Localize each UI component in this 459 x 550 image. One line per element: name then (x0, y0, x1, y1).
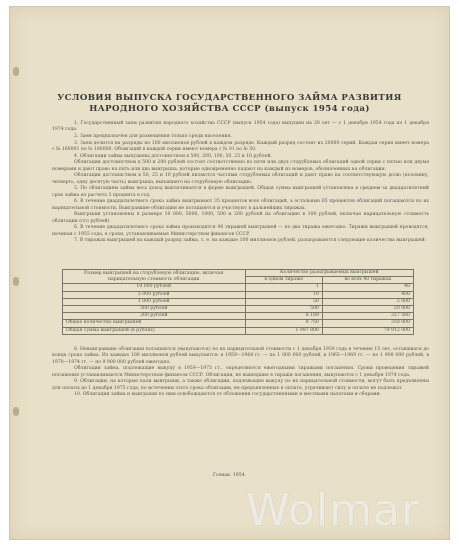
count-all-draws: 327 560 (322, 313, 413, 320)
clause: 9. Облигации, на которые пали выигрыши, а также облигации, подлежащие выкупу по их нарицательной стоимости, могут быть предъявлены для оплаты до 1 декабря 1975 года; по истечении этого срока облигации, не предъявленные к оплате, утрачивают силу и оплате не подлежат. (52, 379, 429, 391)
count-one-draw: 1 (245, 284, 322, 291)
prizes-table (62, 269, 414, 335)
clause: Облигации достоинством в 500 и 200 рублей состоят соответственно из пяти или двух сторублевых облигаций одной серии с пятью или двумя номерами и дают право на пять или два выигрыша, которые одновременно падают на каждый из номеров, обозначенных на облигации. (52, 160, 429, 172)
clause: 1. Государственный заем развития народного хозяйства СССР (выпуск 1954 года) выпущен на 20 лет — с 1 декабря 1954 года по 1 декабря 1974 года. (52, 121, 429, 133)
count-all-draws: 40 (322, 284, 413, 291)
watermark-text: Wolmar (246, 485, 420, 536)
pin-hole (13, 407, 19, 416)
count-one-draw: 10 (245, 291, 322, 298)
title-line-2: НАРОДНОГО ХОЗЯЙСТВА СССР (выпуск 1954 года) (89, 104, 370, 114)
prize-amount: 5 000 рублей (63, 291, 246, 298)
prize-amount: 1 000 рублей (63, 298, 246, 305)
table-row (63, 306, 414, 313)
clause: 6. В течение двадцатилетнего срока займа производится 40 тиражей выигрышей — по два тиража ежегодно. Тиражи выигрышей проводятся, начиная с 1955 года, в сроки, устанавливаемые Министерством финансов СССР. (52, 225, 429, 237)
count-one-draw: 50 (245, 298, 322, 305)
pin-hole (13, 67, 19, 76)
total-sum-all: 79 912 000 (322, 327, 413, 334)
count-all-draws: 2 000 (322, 298, 413, 305)
count-one-draw: 500 (245, 306, 322, 313)
prize-amount: 10 000 рублей (63, 284, 246, 291)
title-line-1: УСЛОВИЯ ВЫПУСКА ГОСУДАРСТВЕННОГО ЗАЙМА РАЗВИТИЯ (57, 93, 402, 103)
clause: Облигации займа, подлежащие выкупу в 1959—1973 гг., определяются ежегодными тиражами погашения. Сроки проведения тиражей погашения устанавливаются Министерством финансов СССР. Облигации, не вышедшие в тиражи погашения, выкупаются с 1 декабря 1974 года. (52, 366, 429, 378)
conditions-text (52, 121, 429, 245)
clause: 8. Невыигравшие облигации погашаются (выкупаются) по их нарицательной стоимости с 1 декабря 1959 года в течение 15 лет, оставшихся до конца срока займа. Из каждых 100 миллионов рублей выкупается: в 1959—1964 гг. — по 1 000 000 рублей, в 1965—1969 гг. — по 1 900 000 рублей, в 1970—1974 гг. — по 9 900 000 рублей ежегодно. (52, 347, 429, 365)
redemption-text (52, 347, 429, 399)
clause: 6. В течение двадцатилетнего срока займа выигрывают 35 процентов всех облигаций, а остальные 65 процентов облигаций погашаются по их нарицательной стоимости. Выигравшие облигации не погашаются и участвуют в дальнейших тиражах. (52, 199, 429, 211)
clause: Облигации достоинством в 50, 25 и 10 рублей являются частями сторублевых облигаций и дают право на соответствующую долю (половину, четверть, одну десятую часть) выигрыша, выпавшего на сторублевую облигацию. (52, 173, 429, 185)
prizes-table-wrap (62, 269, 414, 335)
clause: 4. Облигации займа выпущены достоинством в 500, 200, 100, 50, 25 и 10 рублей. (74, 153, 272, 159)
table-row (63, 284, 414, 291)
prize-amount: 500 рублей (63, 306, 246, 313)
table-row (63, 291, 414, 298)
table-row (63, 313, 414, 320)
total-count-all: 350 000 (322, 320, 413, 327)
clause: 2. Заем предназначен для размещения только среди населения. (74, 133, 232, 139)
total-count-row (63, 320, 414, 327)
total-sum-row (63, 327, 414, 334)
col-header-one-draw: в одном тираже (245, 277, 322, 284)
count-one-draw: 8 189 (245, 313, 322, 320)
total-count-one: 8 750 (245, 320, 322, 327)
col-header-group: Количество разыгрываемых выигрышей (245, 270, 413, 277)
clause: 7. В тиражах выигрышей на каждый разряд займа, т. е. на каждые 100 миллионов рублей, разыгрываются следующие количества выигрышей: (74, 238, 427, 244)
count-all-draws: 20 000 (322, 306, 413, 313)
clause: 3. Заем делится на разряды по 100 миллионов рублей в каждом разряде. Каждый разряд состоит из 20000 серий. Каждая серия имеет номера с № 160001 по № 180000. Облигаций в каждой серии имеют номера с № 01 по № 50. (52, 140, 429, 152)
clause: Выигрыши установлены в размере 10 000, 5000, 1000, 500 и 200 рублей на облигацию в 100 рублей, включая нарицательную стоимость облигации (сто рублей). (52, 212, 429, 224)
prize-amount: 200 рублей (63, 313, 246, 320)
col-header-all-draws: во всех 40 тиражах (322, 277, 413, 284)
pin-hole (13, 277, 19, 286)
total-sum-label: Общая сумма выигрышей (в рублях) (63, 327, 246, 334)
clause: 10. Облигации займа и выигрыши по ним освобождаются от обложения государственными и местными налогами и сборами. (74, 392, 382, 398)
col-header-prize: Размер выигрышей на сторублевую облигацию, включая нарицательную стоимость облигации (63, 270, 246, 284)
total-sum-one: 1 997 800 (245, 327, 322, 334)
total-count-label: Общее количество выигрышей (63, 320, 246, 327)
table-row (63, 298, 414, 305)
bond-sheet (9, 6, 450, 540)
clause: 5. По облигациям займа весь доход выплачивается в форме выигрышей. Общая сумма выигрышей установлена в среднем за двадцатилетний срок займа из расчета 3 процента в год. (52, 186, 429, 198)
count-all-draws: 400 (322, 291, 413, 298)
printer-imprint: Гознак. 1954. (212, 473, 247, 478)
document-title (30, 93, 429, 115)
